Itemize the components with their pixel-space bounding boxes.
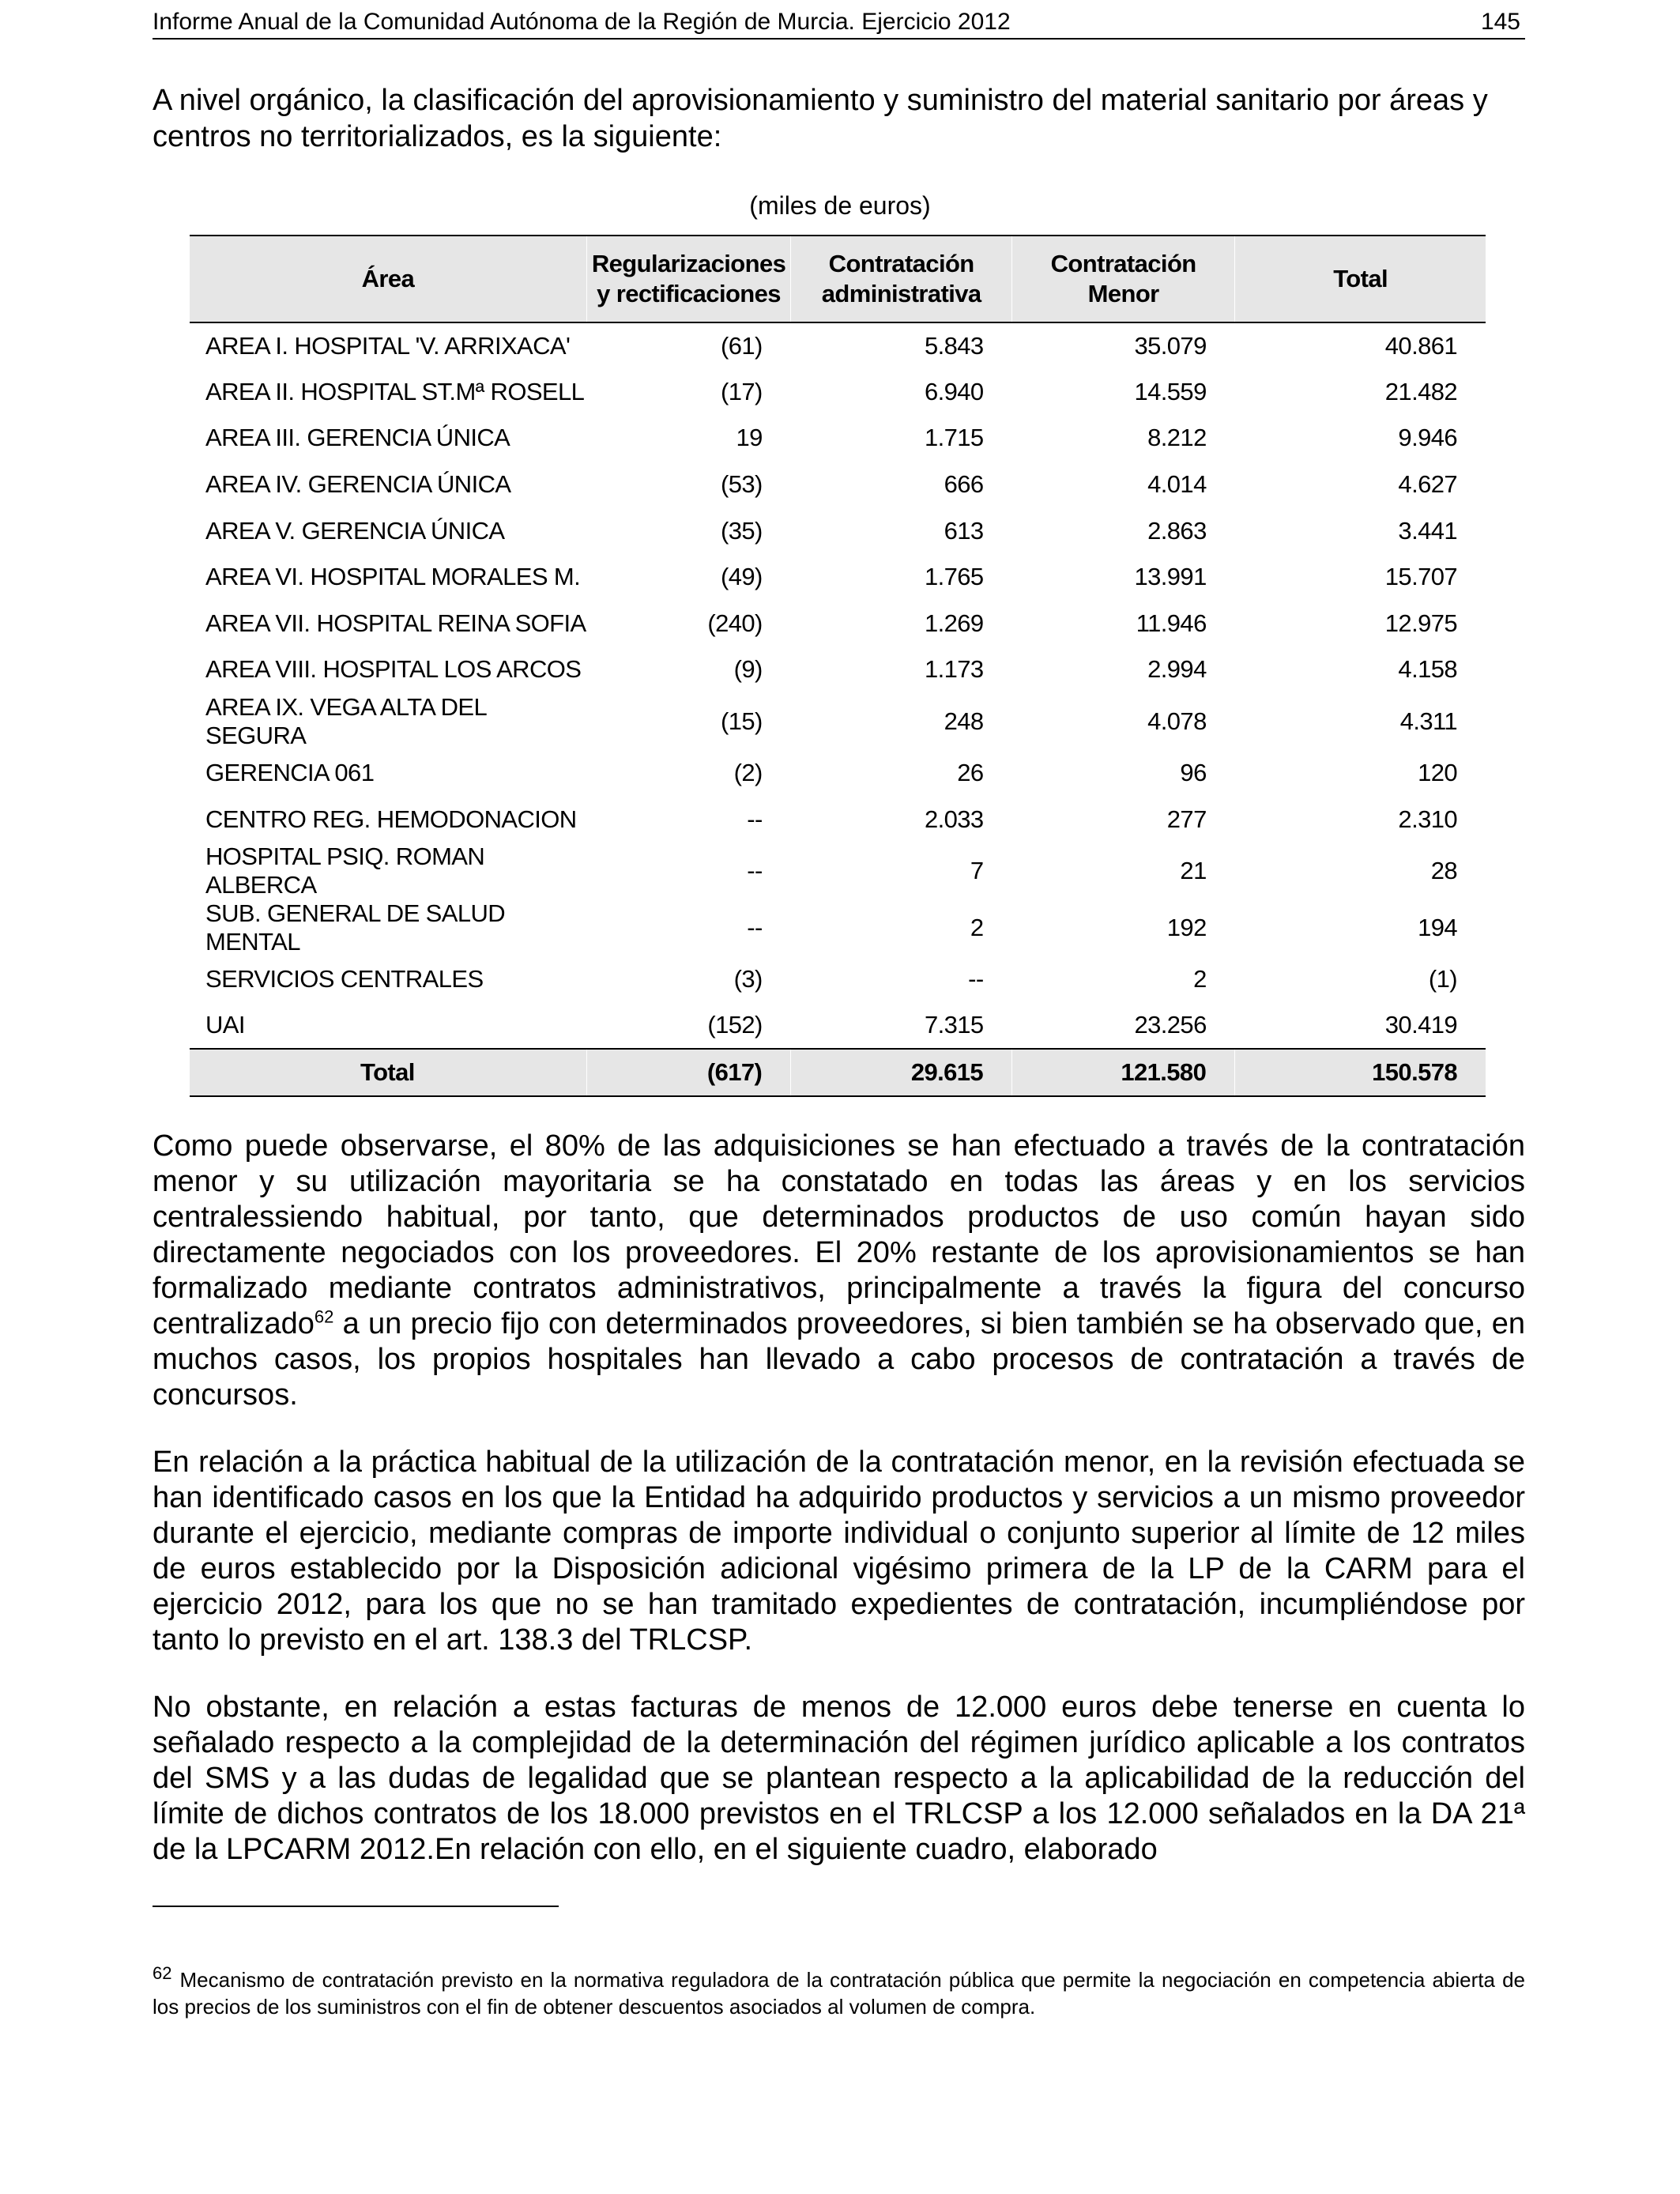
cell-area: AREA III. GERENCIA ÚNICA [205,424,510,452]
table-row [190,750,1486,797]
cell-area: AREA V. GERENCIA ÚNICA [205,516,505,545]
table-row [190,843,1486,899]
cell-total: 15.707 [1384,563,1457,591]
table-row [190,322,1486,369]
cell-regularizaciones: (49) [721,563,763,591]
cell-area: GERENCIA 061 [205,759,375,787]
cell-regularizaciones: (35) [721,516,763,545]
col-header-regularizaciones: Regularizaciones y rectificaciones [586,236,790,322]
table-row [190,369,1486,416]
total-administrativa: 29.615 [791,1049,1012,1096]
footnote-text: Mecanismo de contratación previsto en la normativa reguladora de la contratación pública que permite la negociación en competencia abierta de los precios de los suministros con el fin de obtener descuentos asociados al volumen de compra. [153,1968,1525,2019]
cell-regularizaciones: (15) [721,707,763,735]
intro-paragraph: A nivel orgánico, la clasificación del aprovisionamiento y suministro del material sanitario por áreas y centros no territorializados, es la siguiente: [153,84,1488,153]
paragraph-3: No obstante, en relación a estas facturas de menos de 12.000 euros debe tenerse en cuenta lo señalado respecto a la complejidad de la determinación del régimen jurídico aplicable a los contratos del SMS y a las dudas de legalidad que se plantean respecto a la aplicabilidad de la reducción del límite de dichos contratos de los 18.000 previstos en el TRLCSP a los 12.000 señalados en la DA 21ª de la LPCARM 2012.En relación con ello, en el siguiente cuadro, elaborado [153,1691,1525,1866]
cell-regularizaciones: (9) [733,655,763,684]
table-row [190,899,1486,956]
table-total-row [190,1049,1486,1096]
cell-menor: 21 [1180,856,1207,884]
cell-area: SERVICIOS CENTRALES [205,965,484,993]
table-row [190,1003,1486,1050]
cell-area: AREA IV. GERENCIA ÚNICA [205,470,511,499]
cell-regularizaciones: (3) [733,965,763,993]
cell-total: 9.946 [1398,424,1457,452]
cell-regularizaciones: 19 [736,424,763,452]
table-row [190,462,1486,508]
table-row [190,601,1486,647]
paragraph-2: En relación a la práctica habitual de la utilización de la contratación menor, en la revisión efectuada se han identificado casos en los que la Entidad ha adquirido productos y servicios a un mismo proveedor durante el ejercicio, mediante compras de importe individual o conjunto superior al límite de 12 miles de euros establecido por la Disposición adicional vigésimo primera de la LP de la CARM para el ejercicio 2012, para los que no se han tramitado expedientes de contratación, incumpliéndose por tanto lo previsto en el art. 138.3 del TRLCSP. [153,1446,1525,1657]
cell-administrativa: 26 [957,759,984,787]
cell-menor: 192 [1166,913,1207,941]
table-row [190,507,1486,554]
cell-menor: 14.559 [1134,377,1207,405]
cell-total: 194 [1418,913,1457,941]
cell-regularizaciones: -- [747,913,763,941]
cell-total: (1) [1428,965,1457,993]
table-row [190,554,1486,601]
footnote-reference-62[interactable]: 62 [314,1306,334,1327]
cell-area: SUB. GENERAL DE SALUD MENTAL [205,899,506,956]
cell-area: AREA VII. HOSPITAL REINA SOFIA [205,609,586,637]
cell-total: 3.441 [1398,516,1457,545]
cell-administrativa: 7.315 [924,1011,984,1039]
cell-administrativa: 1.269 [924,609,984,637]
total-menor: 121.580 [1012,1049,1235,1096]
cell-menor: 35.079 [1134,331,1207,360]
cell-menor: 23.256 [1134,1011,1207,1039]
cell-administrativa: 1.765 [924,563,984,591]
cell-total: 28 [1430,856,1457,884]
cell-administrativa: 5.843 [924,331,984,360]
page-header [153,6,1525,40]
cell-area: HOSPITAL PSIQ. ROMAN ALBERCA [205,842,485,899]
cell-regularizaciones: (2) [733,759,763,787]
cell-area: UAI [205,1011,245,1039]
cell-total: 21.482 [1384,377,1457,405]
cell-menor: 277 [1166,805,1207,833]
footnote-number: 62 [153,1963,172,1984]
table-row [190,956,1486,1003]
total-regularizaciones: (617) [586,1049,790,1096]
table-units: (miles de euros) [749,191,931,220]
cell-administrativa: 7 [970,856,984,884]
col-header-administrativa: Contratación administrativa [791,236,1012,322]
paragraph-1 [153,1129,1525,1413]
cell-administrativa: 248 [944,707,984,735]
cell-area: CENTRO REG. HEMODONACION [205,805,577,833]
cell-area: AREA II. HOSPITAL ST.Mª ROSELL [205,377,585,405]
cell-administrativa: -- [968,965,984,993]
table-row [190,647,1486,693]
total-total: 150.578 [1235,1049,1486,1096]
page-number: 145 [1480,9,1520,35]
cell-administrativa: 1.173 [924,655,984,684]
cell-regularizaciones: (61) [721,331,763,360]
cell-area: AREA VIII. HOSPITAL LOS ARCOS [205,655,582,684]
paragraph-1-text: Como puede observarse, el 80% de las adquisiciones se han efectuado a través de la contratación menor y su utilización mayoritaria se ha constatado en todas las áreas y en los servicios centralessiendo habitual, por tanto, que determinados productos de uso común hayan sido directamente negociados con los proveedores. El 20% restante de los aprovisionamientos se han formalizado mediante contratos administrativos, principalmente a través la figura del concurso centralizado [153,1129,1525,1340]
cell-total: 2.310 [1398,805,1457,833]
cell-total: 4.627 [1398,470,1457,499]
table-header-row [190,236,1486,322]
cell-menor: 2.863 [1147,516,1207,545]
col-header-menor: Contratación Menor [1012,236,1235,322]
cell-administrativa: 2 [970,913,984,941]
cell-menor: 4.078 [1147,707,1207,735]
cell-area: AREA VI. HOSPITAL MORALES M. [205,563,581,591]
cell-administrativa: 6.940 [924,377,984,405]
total-label: Total [190,1049,586,1096]
col-header-area: Área [190,236,586,322]
col-header-total: Total [1235,236,1486,322]
paragraph-1-text-continued: a un precio fijo con determinados proveedores, si bien también se ha observado que, en muchos casos, los propios hospitales han llevado a cabo procesos de contratación a través de concursos. [153,1307,1525,1412]
cell-total: 4.311 [1399,707,1457,735]
cell-total: 4.158 [1398,655,1457,684]
cell-total: 120 [1418,759,1457,787]
footnote-separator [153,1906,559,1907]
table-row [190,796,1486,843]
footnote-62 [153,1963,1525,2020]
cell-area: AREA IX. VEGA ALTA DEL SEGURA [205,692,486,749]
cell-total: 40.861 [1384,331,1457,360]
cell-regularizaciones: (17) [721,377,763,405]
cell-regularizaciones: (240) [707,609,763,637]
cell-total: 12.975 [1384,609,1457,637]
cell-menor: 2.994 [1147,655,1207,684]
cell-regularizaciones: (152) [707,1011,763,1039]
cell-administrativa: 666 [944,470,984,499]
supply-by-area-table [190,235,1486,1097]
cell-menor: 2 [1193,965,1207,993]
table-row [190,415,1486,462]
cell-area: AREA I. HOSPITAL 'V. ARRIXACA' [205,331,571,360]
cell-regularizaciones: -- [747,805,763,833]
table-row [190,693,1486,750]
cell-menor: 8.212 [1147,424,1207,452]
cell-menor: 4.014 [1147,470,1207,499]
cell-administrativa: 2.033 [924,805,984,833]
cell-administrativa: 613 [944,516,984,545]
cell-regularizaciones: -- [747,856,763,884]
cell-administrativa: 1.715 [924,424,984,452]
cell-menor: 96 [1180,759,1207,787]
cell-total: 30.419 [1384,1011,1457,1039]
cell-menor: 13.991 [1134,563,1207,591]
cell-regularizaciones: (53) [721,470,763,499]
report-title: Informe Anual de la Comunidad Autónoma de la Región de Murcia. Ejercicio 2012 [153,9,1011,35]
cell-menor: 11.946 [1136,609,1207,637]
table-body [190,322,1486,1049]
